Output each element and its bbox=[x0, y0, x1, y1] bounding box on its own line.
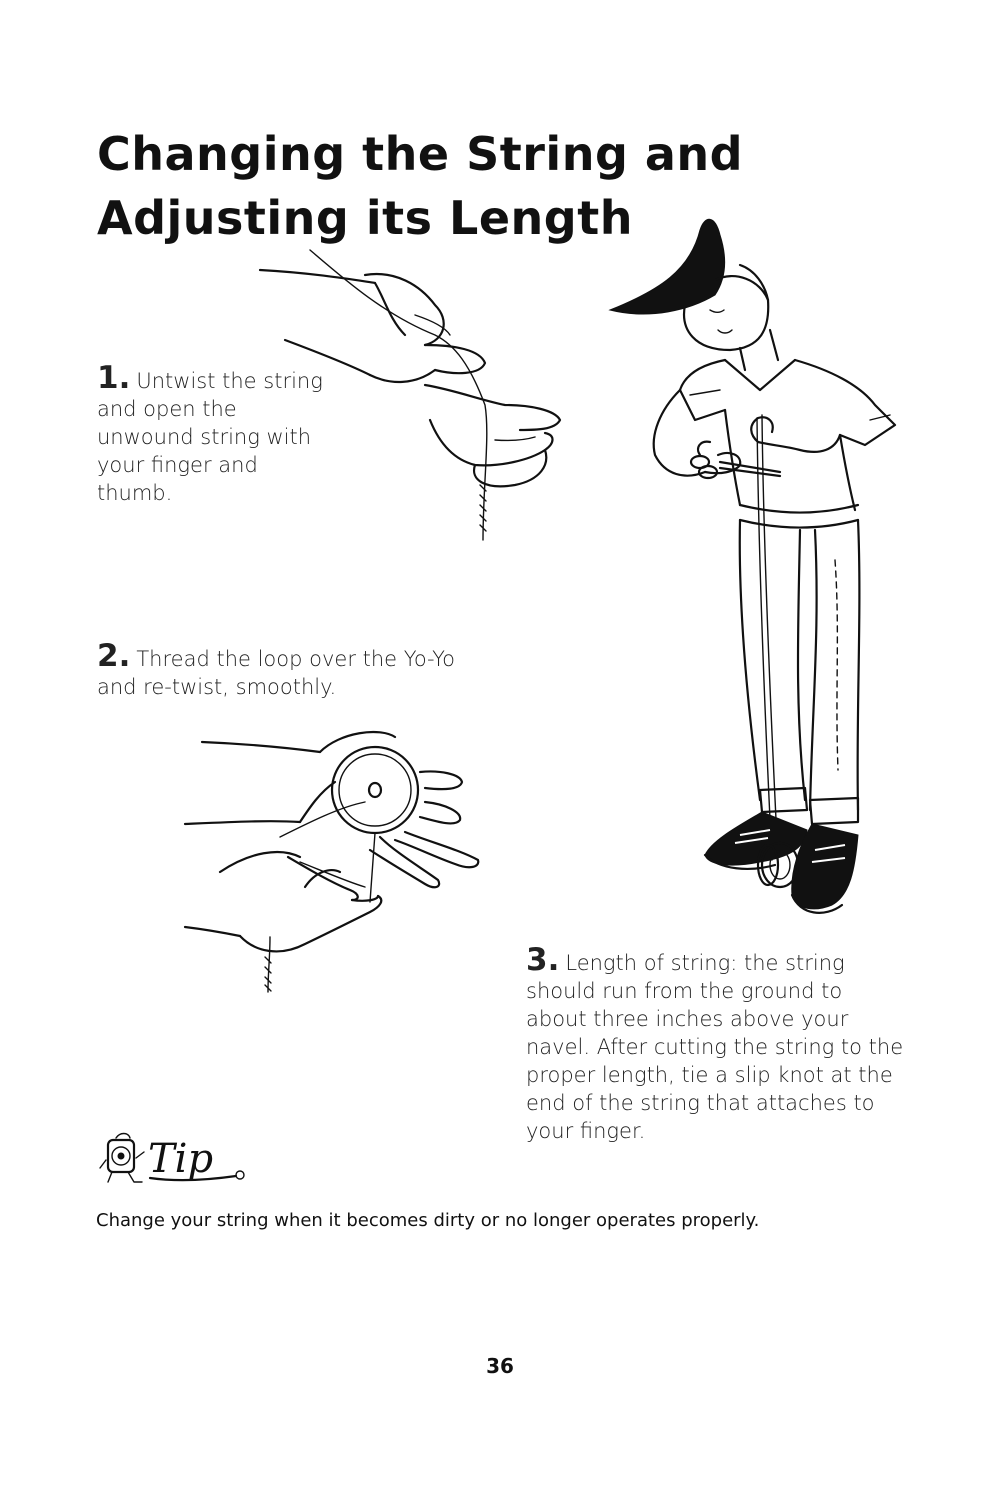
step-2-text: Thread the loop over the Yo-Yo and re-twist, smoothly. bbox=[97, 647, 456, 699]
step-3 bbox=[526, 942, 906, 1145]
step-1-text: Untwist the string and open the unwound string with your finger and thumb. bbox=[97, 369, 323, 505]
title-line-2: Adjusting its Length bbox=[97, 191, 633, 245]
boy-measuring-string-illustration bbox=[600, 210, 905, 920]
hands-yoyo-icon bbox=[185, 732, 478, 992]
tip-label: Tip bbox=[148, 1136, 214, 1182]
boy-cutting-string-icon bbox=[610, 219, 895, 913]
step-3-text: Length of string: the string should run from the ground to about three inches above your navel. After cutting the string to the proper length, tie a slip knot at the end of the string that attaches to your finger. bbox=[526, 951, 904, 1143]
step-2 bbox=[97, 638, 497, 701]
step-1-number: 1. bbox=[97, 360, 131, 396]
tip-badge bbox=[98, 1130, 248, 1190]
step-2-number: 2. bbox=[97, 638, 131, 674]
step-1 bbox=[97, 360, 337, 507]
hands-threading-yoyo-illustration bbox=[180, 722, 490, 997]
page-number: 36 bbox=[486, 1354, 514, 1378]
tip-text: Change your string when it becomes dirty or no longer operates properly. bbox=[96, 1210, 760, 1231]
yoyo-mascot-icon bbox=[100, 1134, 144, 1183]
step-3-number: 3. bbox=[526, 942, 560, 978]
title-line-1: Changing the String and bbox=[97, 127, 744, 181]
